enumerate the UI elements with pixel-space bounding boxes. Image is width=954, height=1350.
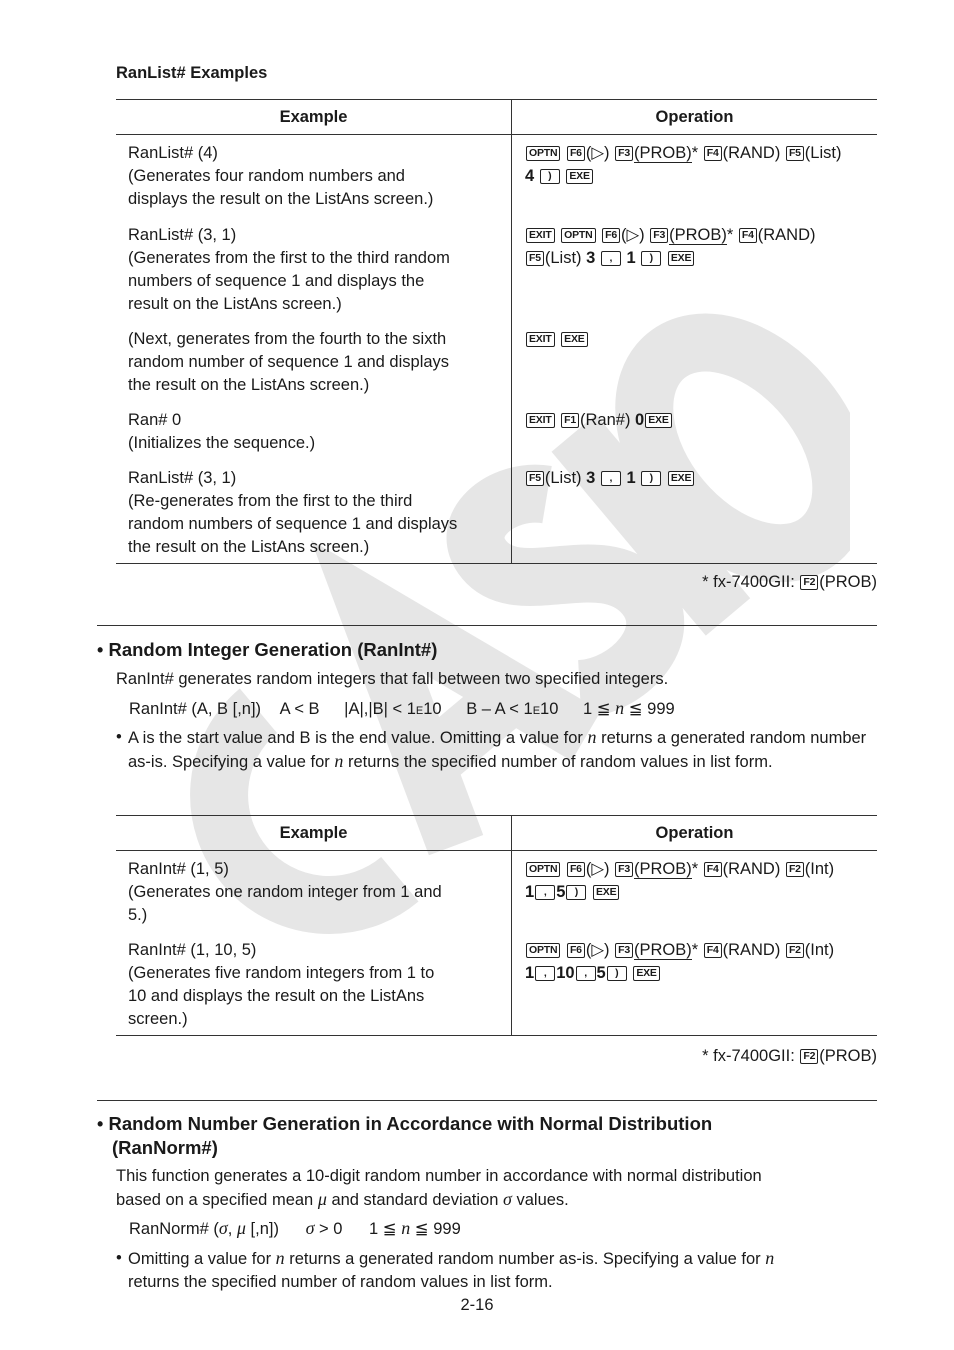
rannorm-syntax <box>129 1217 461 1241</box>
rparen-key: ) <box>566 885 586 900</box>
example-cell <box>116 397 512 455</box>
footnote-mark: * <box>691 144 699 162</box>
f3-key: F3 <box>615 862 633 877</box>
key-label: (List) <box>804 144 842 162</box>
col-operation-header: Operation <box>512 816 878 851</box>
syntax-condition: 1 ≦ n ≦ 999 <box>583 698 675 718</box>
ranlist-examples-table <box>116 99 877 564</box>
key-label: (▷) <box>585 144 610 162</box>
ranlist-examples-title: RanList# Examples <box>116 64 268 82</box>
example-line: (Next, generates from the fourth to the sixth <box>128 330 447 348</box>
number-key: 3 <box>586 469 596 487</box>
table-row <box>116 397 877 455</box>
ranint-section-title: • Random Integer Generation (RanInt#) <box>97 639 438 660</box>
key-label: (RAND) <box>722 144 781 162</box>
comma-key: , <box>576 966 596 981</box>
operation-cell <box>512 455 878 564</box>
f3-key: F3 <box>615 146 633 161</box>
footnote-label: (PROB) <box>819 1047 877 1065</box>
key-label: (List) <box>544 249 582 267</box>
example-line: (Generates one random integer from 1 and <box>128 883 442 901</box>
f2-key: F2 <box>800 1049 818 1064</box>
number-key: 1 <box>626 249 636 267</box>
ranint-syntax <box>129 697 675 723</box>
table-row <box>116 212 877 316</box>
key-label: (List) <box>544 469 582 487</box>
comma-key: , <box>535 966 555 981</box>
f2-key: F2 <box>786 862 804 877</box>
example-line: RanInt# (1, 5) <box>128 860 229 878</box>
key-label: (PROB) <box>669 226 727 244</box>
f5-key: F5 <box>526 471 544 486</box>
exe-key: EXE <box>668 471 694 486</box>
example-line: screen.) <box>128 1010 188 1028</box>
f4-key: F4 <box>704 146 722 161</box>
section-divider <box>97 625 877 626</box>
key-label: (RAND) <box>757 226 816 244</box>
operation-cell <box>512 212 878 316</box>
example-line: Ran# 0 <box>128 411 182 429</box>
example-line: (Generates four random numbers and <box>128 167 405 185</box>
example-line: RanList# (3, 1) <box>128 226 237 244</box>
key-label: (▷) <box>585 941 610 959</box>
ranint-examples-table <box>116 815 877 1036</box>
f6-key: F6 <box>567 146 585 161</box>
exit-key: EXIT <box>526 228 555 243</box>
number-key: 0 <box>635 411 645 429</box>
table-row <box>116 455 877 564</box>
key-label: (PROB) <box>633 860 692 878</box>
table-row <box>116 135 877 213</box>
col-example-header: Example <box>116 816 512 851</box>
example-cell <box>116 212 512 316</box>
syntax-condition: σ > 0 <box>305 1218 343 1238</box>
example-line: the result on the ListAns screen.) <box>128 376 370 394</box>
rparen-key: ) <box>641 471 661 486</box>
exe-key: EXE <box>566 169 592 184</box>
footnote <box>702 573 877 592</box>
example-line: RanList# (3, 1) <box>128 469 237 487</box>
exit-key: EXIT <box>526 413 555 428</box>
key-label: (Int) <box>804 860 835 878</box>
example-line: 10 and displays the result on the ListAns <box>128 987 425 1005</box>
syntax-condition: B – A < 1E10 <box>466 700 559 718</box>
rannorm-intro: This function generates a 10-digit random number in accordance with normal distribution based on a specified mean μ and standard deviation σ values. <box>116 1167 762 1209</box>
comma-key: , <box>601 471 621 486</box>
comma-key: , <box>601 251 621 266</box>
example-cell <box>116 316 512 397</box>
number-key: 1 <box>525 964 535 982</box>
section-divider <box>97 1100 877 1101</box>
f3-key: F3 <box>650 228 668 243</box>
rparen-key: ) <box>607 966 627 981</box>
example-cell <box>116 135 512 213</box>
exe-key: EXE <box>561 332 587 347</box>
f5-key: F5 <box>786 146 804 161</box>
exe-key: EXE <box>593 885 619 900</box>
rannorm-section-title: • Random Number Generation in Accordance with Normal Distribution (RanNorm#) <box>97 1113 713 1158</box>
syntax-condition: 1 ≦ n ≦ 999 <box>369 1218 461 1238</box>
key-label: (RAND) <box>722 941 781 959</box>
key-label: (Ran#) <box>580 411 631 429</box>
f6-key: F6 <box>602 228 620 243</box>
example-line: (Re-generates from the first to the third <box>128 492 413 510</box>
key-label: (PROB) <box>633 144 692 162</box>
number-key: 3 <box>586 249 596 267</box>
operation-cell <box>512 316 878 397</box>
syntax-condition: A < B <box>279 700 320 718</box>
example-line: random number of sequence 1 and displays <box>128 353 450 371</box>
f6-key: F6 <box>567 862 585 877</box>
table-row <box>116 927 877 1036</box>
key-label: (▷) <box>620 226 645 244</box>
syntax-call: RanNorm# (σ, μ [,n]) <box>129 1218 279 1238</box>
rparen-key: ) <box>641 251 661 266</box>
ranint-intro: RanInt# generates random integers that fall between two specified integers. <box>116 670 669 688</box>
optn-key: OPTN <box>526 943 560 958</box>
footnote-mark: * <box>691 941 699 959</box>
example-line: RanList# (4) <box>128 144 218 162</box>
optn-key: OPTN <box>526 146 560 161</box>
table-row <box>116 851 877 928</box>
table-row <box>116 316 877 397</box>
f2-key: F2 <box>800 575 818 590</box>
section-title-text: Random Number Generation in Accordance with Normal Distribution <box>108 1113 713 1134</box>
example-line: the result on the ListAns screen.) <box>128 538 370 556</box>
example-line: 5.) <box>128 906 148 924</box>
key-label: (Int) <box>804 941 835 959</box>
example-line: (Generates five random integers from 1 to <box>128 964 435 982</box>
number-key: 4 <box>525 167 535 185</box>
f2-key: F2 <box>786 943 804 958</box>
section-title-text: (RanNorm#) <box>112 1137 218 1158</box>
f4-key: F4 <box>739 228 757 243</box>
example-line: result on the ListAns screen.) <box>128 295 342 313</box>
exe-key: EXE <box>633 966 659 981</box>
comma-key: , <box>535 885 555 900</box>
operation-cell <box>512 135 878 213</box>
f3-key: F3 <box>615 943 633 958</box>
ranint-bullet: • A is the start value and B is the end value. Omitting a value for n returns a generated random number as-is. Specifying a value for n returns the specified number of random values in list form. <box>116 727 867 771</box>
example-line: (Generates from the first to the third random <box>128 249 450 267</box>
example-cell <box>116 851 512 928</box>
example-cell <box>116 455 512 564</box>
f5-key: F5 <box>526 251 544 266</box>
key-label: (RAND) <box>722 860 781 878</box>
page-number: 2-16 <box>460 1296 494 1314</box>
syntax-call: RanInt# (A, B [,n]) <box>129 700 262 718</box>
col-example-header: Example <box>116 100 512 135</box>
syntax-condition: |A|,|B| < 1E10 <box>344 700 442 718</box>
key-label: (PROB) <box>633 941 692 959</box>
col-operation-header: Operation <box>512 100 878 135</box>
f4-key: F4 <box>704 943 722 958</box>
exe-key: EXE <box>668 251 694 266</box>
example-line: RanInt# (1, 10, 5) <box>128 941 257 959</box>
footnote-text: * fx-7400GII: <box>702 1047 795 1065</box>
number-key: 1 <box>626 469 636 487</box>
section-title-text: Random Integer Generation (RanInt#) <box>108 639 438 660</box>
key-label: (▷) <box>585 860 610 878</box>
operation-cell <box>512 851 878 928</box>
number-key: 5 <box>596 964 606 982</box>
operation-cell <box>512 397 878 455</box>
example-line: displays the result on the ListAns screen.) <box>128 190 434 208</box>
example-line: numbers of sequence 1 and displays the <box>128 272 425 290</box>
optn-key: OPTN <box>526 862 560 877</box>
rparen-key: ) <box>540 169 560 184</box>
footnote-mark: * <box>726 226 734 244</box>
example-line: random numbers of sequence 1 and displays <box>128 515 458 533</box>
footnote-text: * fx-7400GII: <box>702 573 795 591</box>
number-key: 10 <box>556 964 575 982</box>
f4-key: F4 <box>704 862 722 877</box>
footnote-mark: * <box>691 860 699 878</box>
optn-key: OPTN <box>561 228 595 243</box>
f1-key: F1 <box>561 413 579 428</box>
exit-key: EXIT <box>526 332 555 347</box>
footnote <box>702 1047 877 1066</box>
number-key: 5 <box>556 883 566 901</box>
exe-key: EXE <box>645 413 671 428</box>
number-key: 1 <box>525 883 535 901</box>
example-cell <box>116 927 512 1036</box>
f6-key: F6 <box>567 943 585 958</box>
rannorm-bullet: • Omitting a value for n returns a generated random number as-is. Specifying a value for n returns the specified number of random values in list form. <box>116 1248 775 1291</box>
example-line: (Initializes the sequence.) <box>128 434 316 452</box>
operation-cell <box>512 927 878 1036</box>
footnote-label: (PROB) <box>819 573 877 591</box>
